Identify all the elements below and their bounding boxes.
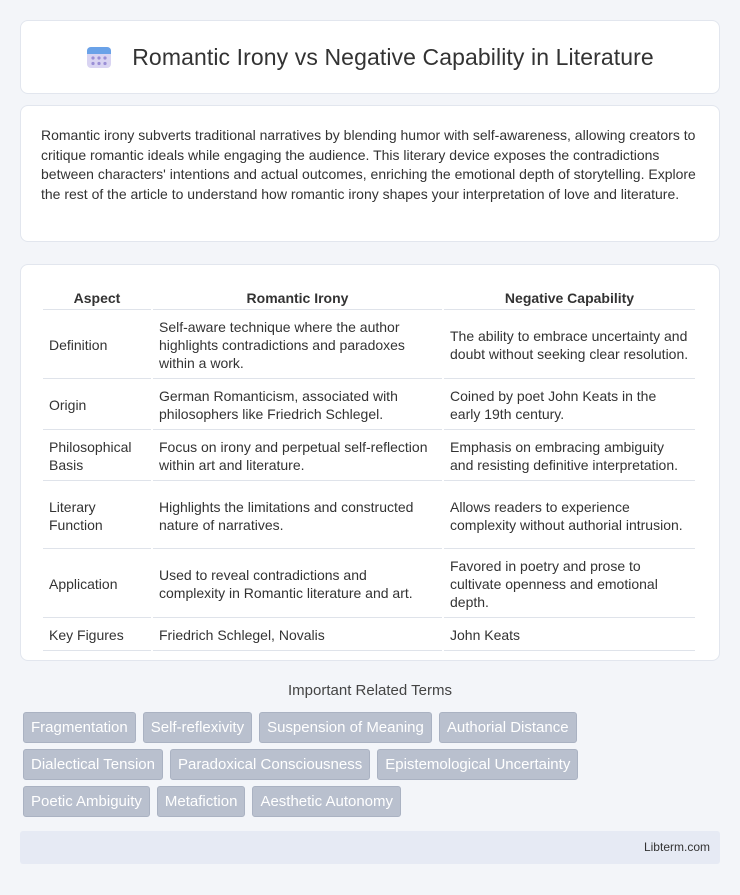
- comparison-table: [41, 285, 697, 653]
- aspect-cell: Origin: [43, 381, 151, 430]
- romantic-irony-cell: Highlights the limitations and constructed nature of narratives.: [153, 483, 442, 549]
- tag-dialectical-tension[interactable]: Dialectical Tension: [23, 749, 163, 780]
- tag-self-reflexivity[interactable]: Self-reflexivity: [143, 712, 252, 743]
- tag-suspension-of-meaning[interactable]: Suspension of Meaning: [259, 712, 432, 743]
- negative-capability-cell: John Keats: [444, 620, 695, 651]
- related-terms-heading: Important Related Terms: [288, 682, 452, 699]
- tag-epistemological-uncertainty[interactable]: Epistemological Uncertainty: [377, 749, 578, 780]
- romantic-irony-cell: Self-aware technique where the author highlights contradictions and paradoxes within a work.: [153, 312, 442, 379]
- footer: [20, 831, 720, 864]
- aspect-cell: Definition: [43, 312, 151, 379]
- footer-site-link[interactable]: Libterm.com: [643, 840, 710, 854]
- tag-poetic-ambiguity[interactable]: Poetic Ambiguity: [23, 786, 150, 817]
- aspect-cell: Philosophical Basis: [43, 432, 151, 481]
- tag-row: [23, 786, 723, 817]
- column-header-negative-capability: Negative Capability: [444, 287, 695, 310]
- column-header-romantic-irony: Romantic Irony: [153, 287, 442, 310]
- romantic-irony-cell: Focus on irony and perpetual self-reflection within art and literature.: [153, 432, 442, 481]
- tag-paradoxical-consciousness[interactable]: Paradoxical Consciousness: [170, 749, 370, 780]
- tag-row: [23, 749, 723, 780]
- table-row: [43, 312, 695, 379]
- table-row: [43, 620, 695, 651]
- tag-row: [23, 712, 723, 743]
- romantic-irony-cell: German Romanticism, associated with philosophers like Friedrich Schlegel.: [153, 381, 442, 430]
- romantic-irony-cell: Used to reveal contradictions and complexity in Romantic literature and art.: [153, 551, 442, 618]
- aspect-cell: Key Figures: [43, 620, 151, 651]
- tag-authorial-distance[interactable]: Authorial Distance: [439, 712, 577, 743]
- negative-capability-cell: The ability to embrace uncertainty and doubt without seeking clear resolution.: [444, 312, 695, 379]
- table-header-row: [43, 287, 695, 310]
- romantic-irony-cell: Friedrich Schlegel, Novalis: [153, 620, 442, 651]
- column-header-aspect: Aspect: [43, 287, 151, 310]
- related-terms-list: [23, 712, 723, 823]
- table-row: [43, 551, 695, 618]
- intro-paragraph: Romantic irony subverts traditional narratives by blending humor with self-awareness, allowing creators to critique romantic ideals while engaging the audience. This literary device exposes the contradictions between characters' intentions and actual outcomes, enriching the emotional depth of storytelling. Explore the rest of the article to understand how romantic irony shapes your interpretation of love and literature.: [41, 127, 696, 202]
- title-card: [20, 20, 720, 94]
- intro-card: [20, 105, 720, 242]
- tag-metafiction[interactable]: Metafiction: [157, 786, 246, 817]
- comparison-card: [20, 264, 720, 661]
- table-row: [43, 381, 695, 430]
- negative-capability-cell: Emphasis on embracing ambiguity and resisting definitive interpretation.: [444, 432, 695, 481]
- tag-fragmentation[interactable]: Fragmentation: [23, 712, 136, 743]
- table-row: [43, 432, 695, 481]
- aspect-cell: Application: [43, 551, 151, 618]
- calendar-icon: [86, 44, 112, 70]
- negative-capability-cell: Coined by poet John Keats in the early 19th century.: [444, 381, 695, 430]
- negative-capability-cell: Favored in poetry and prose to cultivate openness and emotional depth.: [444, 551, 695, 618]
- page-title: Romantic Irony vs Negative Capability in Literature: [132, 43, 654, 70]
- aspect-cell: Literary Function: [43, 483, 151, 549]
- table-row: [43, 483, 695, 549]
- negative-capability-cell: Allows readers to experience complexity without authorial intrusion.: [444, 483, 695, 549]
- tag-aesthetic-autonomy[interactable]: Aesthetic Autonomy: [252, 786, 401, 817]
